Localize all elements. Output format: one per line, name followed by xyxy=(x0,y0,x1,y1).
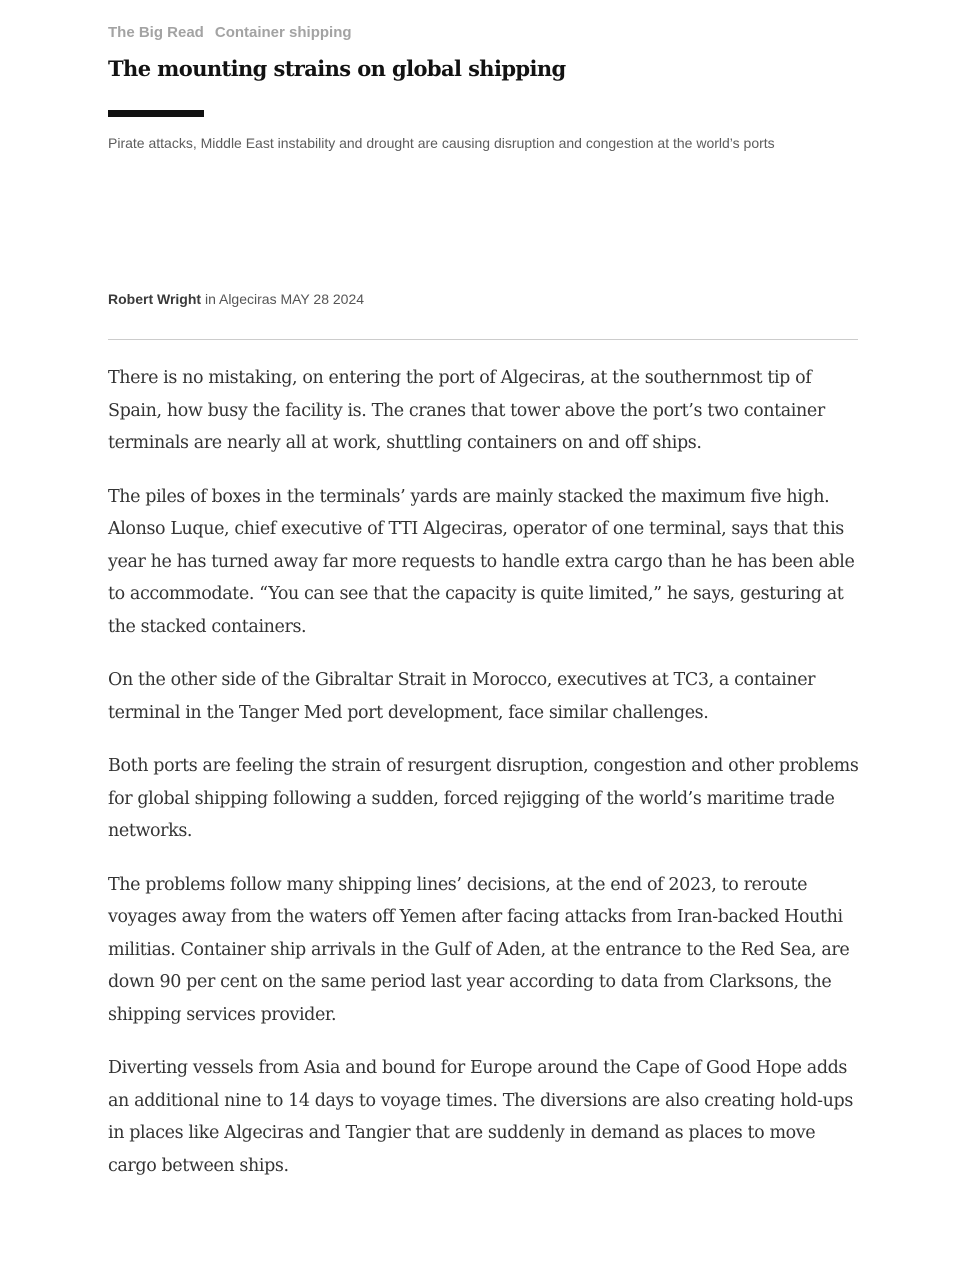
article-body xyxy=(108,362,860,1203)
byline-divider xyxy=(108,339,858,340)
body-paragraph: The problems follow many shipping lines’ decisions, at the end of 2023, to reroute voyages away from the waters off Yemen after facing attacks from Iran-backed Houthi militias. Container ship arrivals in the Gulf of Aden, at the entrance to the Red Sea, are down 90 per cent on the same period last year according to data from Clarksons, the shipping services provider. xyxy=(108,874,850,1025)
body-paragraph: On the other side of the Gibraltar Strait in Morocco, executives at TC3, a container terminal in the Tanger Med port development, face similar challenges. xyxy=(108,670,816,723)
headline-accent-rule xyxy=(108,110,204,117)
body-paragraph: The piles of boxes in the terminals’ yards are mainly stacked the maximum five high. Alonso Luque, chief executive of TTI Algeciras, operator of one terminal, says that this year he has turned away far more requests to handle extra cargo than he has been able to accommodate. “You can see that the capacity is quite limited,” he says, gesturing at the stacked containers. xyxy=(108,486,855,637)
article-standfirst: Pirate attacks, Middle East instability and drought are causing disruption and congestion at the world’s ports xyxy=(108,135,775,151)
body-paragraph: Both ports are feeling the strain of resurgent disruption, congestion and other problems for global shipping following a sudden, forced rejigging of the world’s maritime trade networks. xyxy=(108,756,859,841)
byline-location-prefix: in xyxy=(201,291,219,307)
byline xyxy=(108,291,364,307)
byline-location: Algeciras xyxy=(218,291,277,307)
topic-tags xyxy=(108,24,363,41)
body-paragraph: There is no mistaking, on entering the port of Algeciras, at the southernmost tip of Spain, how busy the facility is. The cranes that tower above the port’s two container terminals are nearly all at work, shuttling containers on and off ships. xyxy=(108,368,825,453)
body-paragraph: Diverting vessels from Asia and bound for Europe around the Cape of Good Hope adds an additional nine to 14 days to voyage times. The diversions are also creating hold-ups in places like Algeciras and Tangier that are suddenly in demand as places to move cargo between ships. xyxy=(108,1058,853,1176)
author-link[interactable]: Robert Wright xyxy=(108,291,202,307)
byline-date: MAY 28 2024 xyxy=(280,291,365,307)
topic-link-big-read[interactable]: The Big Read xyxy=(108,24,204,41)
topic-link-container-shipping[interactable]: Container shipping xyxy=(214,24,352,41)
article-headline: The mounting strains on global shipping xyxy=(108,56,566,81)
